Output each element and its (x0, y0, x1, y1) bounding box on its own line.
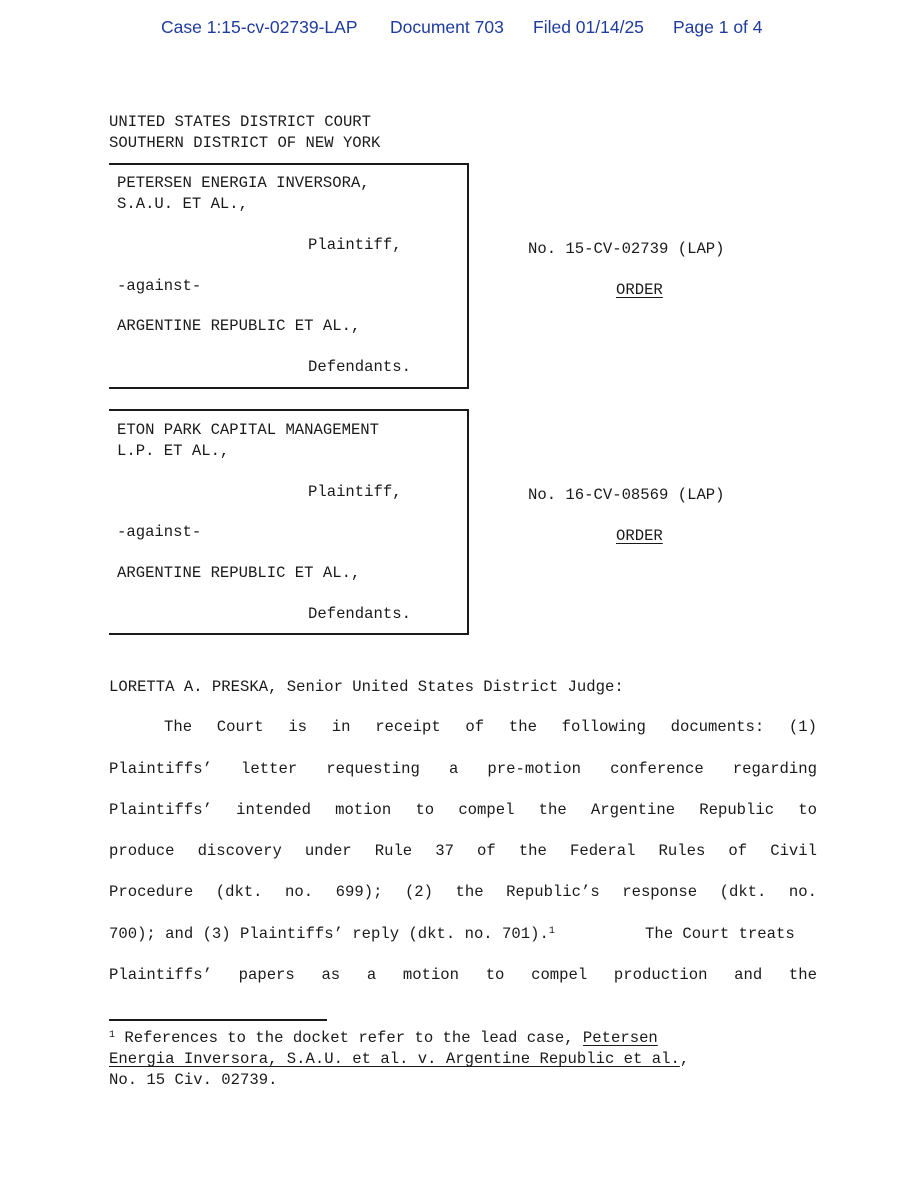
body-line-6 (109, 924, 555, 945)
body-line-2: Plaintiffs’ letter requesting a pre-motion conference regarding (109, 760, 817, 778)
caption-1-order-title: ORDER (616, 281, 663, 299)
footnote-line-2 (109, 1049, 689, 1070)
caption-2-side-rule (467, 409, 469, 635)
caption-2-defendant-name: ARGENTINE REPUBLIC ET AL., (117, 564, 361, 582)
footnote-text-b: , (679, 1050, 690, 1068)
header-page-number: Page 1 of 4 (673, 17, 763, 37)
caption-2-bottom-rule (109, 633, 469, 635)
judge-signature-line: LORETTA A. PRESKA, Senior United States District Judge: (109, 678, 624, 696)
caption-1-defendant-name: ARGENTINE REPUBLIC ET AL., (117, 317, 361, 335)
body-line-6-text-a: 700); and (3) Plaintiffs’ reply (dkt. no. 701). (109, 925, 549, 943)
body-line-3: Plaintiffs’ intended motion to compel the Argentine Republic to (109, 801, 817, 819)
caption-1-top-rule (109, 163, 469, 165)
footnote-marker: 1 (109, 1030, 116, 1041)
caption-2-defendant-label: Defendants. (308, 605, 411, 623)
caption-1-plaintiff-label: Plaintiff, (308, 236, 402, 254)
caption-1-bottom-rule (109, 387, 469, 389)
footnote-text-a: References to the docket refer to the lead case, (124, 1029, 574, 1047)
caption-2-plaintiff-name-line2: L.P. ET AL., (117, 442, 230, 460)
caption-1-defendant-label: Defendants. (308, 358, 411, 376)
footnote-case-citation-part2: Energia Inversora, S.A.U. et al. v. Argentine Republic et al. (109, 1050, 680, 1068)
caption-2-case-number: No. 16-CV-08569 (LAP) (528, 486, 725, 504)
caption-2-against: -against- (117, 523, 202, 541)
body-line-6-text-b: The Court treats (645, 925, 795, 943)
header-document-number: Document 703 (390, 17, 504, 37)
caption-2-top-rule (109, 409, 469, 411)
body-line-1: The Court is in receipt of the following documents: (1) (164, 718, 817, 736)
caption-1-plaintiff-name-line2: S.A.U. ET AL., (117, 195, 249, 213)
caption-1-plaintiff-name-line1: PETERSEN ENERGIA INVERSORA, (117, 174, 370, 192)
footnote-line-3: No. 15 Civ. 02739. (109, 1071, 278, 1089)
caption-1-against: -against- (117, 277, 202, 295)
caption-2-order-title: ORDER (616, 527, 663, 545)
caption-1-case-number: No. 15-CV-02739 (LAP) (528, 240, 725, 258)
body-line-7: Plaintiffs’ papers as a motion to compel production and the (109, 966, 817, 984)
caption-1-side-rule (467, 163, 469, 389)
footnote-separator-rule (109, 1019, 327, 1021)
header-case-number: Case 1:15-cv-02739-LAP (161, 17, 358, 37)
body-line-4: produce discovery under Rule 37 of the Federal Rules of Civil (109, 842, 817, 860)
caption-2-plaintiff-label: Plaintiff, (308, 483, 402, 501)
court-name-line2: SOUTHERN DISTRICT OF NEW YORK (109, 134, 381, 152)
footnote-reference-marker: 1 (548, 926, 555, 937)
ecf-header-stamp (0, 17, 899, 39)
header-filed-date: Filed 01/14/25 (533, 17, 644, 37)
body-line-5: Procedure (dkt. no. 699); (2) the Republic’s response (dkt. no. (109, 883, 817, 901)
footnote-case-citation-part1: Petersen (582, 1029, 658, 1047)
footnote-line-1 (109, 1028, 658, 1049)
caption-2-plaintiff-name-line1: ETON PARK CAPITAL MANAGEMENT (117, 421, 380, 439)
court-name-line1: UNITED STATES DISTRICT COURT (109, 113, 372, 131)
